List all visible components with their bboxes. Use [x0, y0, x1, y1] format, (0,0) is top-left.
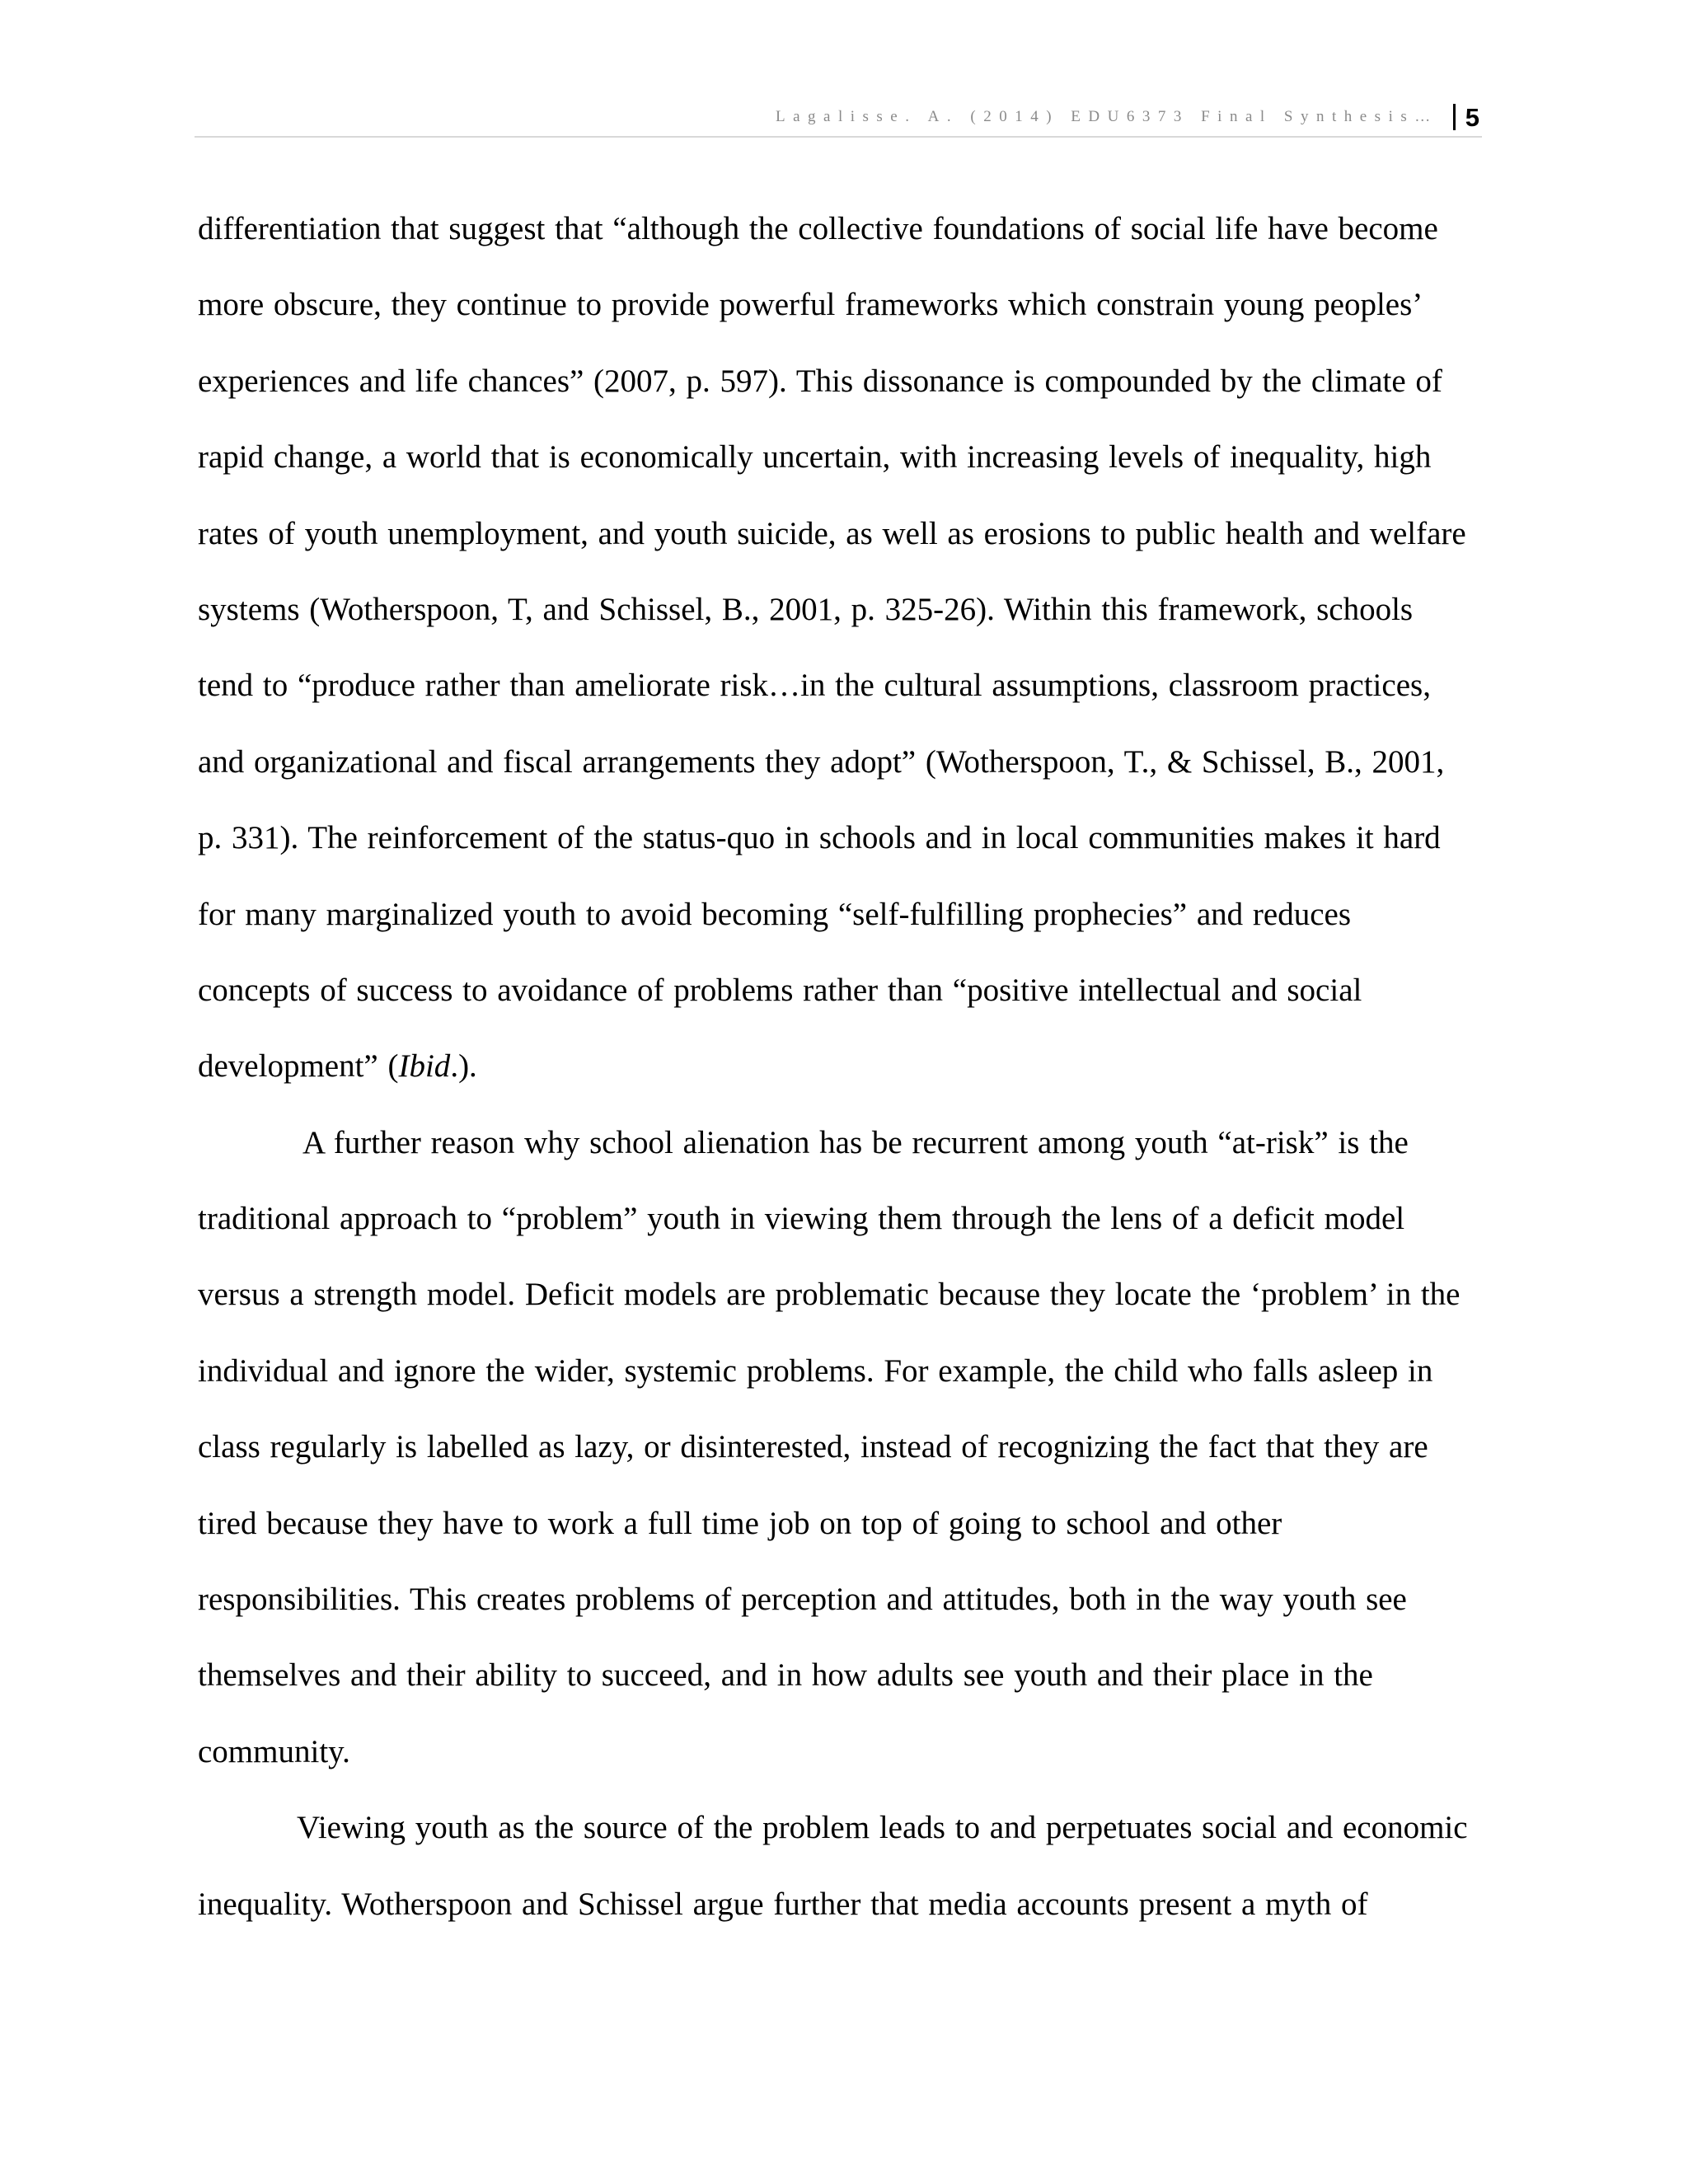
header-rule — [195, 136, 1482, 138]
paragraph-first-line: Viewing youth as the source of the problem leads to and perpetuates social and economic — [297, 1810, 1468, 1846]
text-line: tend to “produce rather than ameliorate risk…in the cultural assumptions, classroom practices, — [198, 668, 1431, 704]
page-number: 5 — [1465, 102, 1479, 132]
text-line: p. 331). The reinforcement of the status-quo in schools and in local communities makes it hard — [198, 820, 1441, 856]
citation-ibid: Ibid — [398, 1048, 451, 1085]
text-line: concepts of success to avoidance of problems rather than “positive intellectual and social — [198, 972, 1362, 1008]
body-text — [198, 191, 1475, 1943]
citation-close: .). — [450, 1048, 477, 1085]
text-line: class regularly is labelled as lazy, or disinterested, instead of recognizing the fact that they are — [198, 1429, 1428, 1465]
text-line: systems (Wotherspoon, T, and Schissel, B., 2001, p. 325-26). Within this framework, schools — [198, 591, 1414, 627]
text-line: inequality. Wotherspoon and Schissel argue further that media accounts present a myth of — [198, 1886, 1368, 1922]
text-line: rates of youth unemployment, and youth suicide, as well as erosions to public health and welfare — [198, 515, 1466, 551]
text-line: for many marginalized youth to avoid becoming “self-fulfilling prophecies” and reduces — [198, 896, 1351, 932]
paragraph-first-line: A further reason why school alienation has be recurrent among youth “at-risk” is the — [302, 1124, 1409, 1160]
text-line: tired because they have to work a full time job on top of going to school and other — [198, 1505, 1282, 1541]
text-line: individual and ignore the wider, systemic problems. For example, the child who falls asleep in — [198, 1352, 1433, 1389]
text-line: traditional approach to “problem” youth in viewing them through the lens of a deficit model — [198, 1201, 1405, 1237]
text-line: versus a strength model. Deficit models are problematic because they locate the ‘problem’ in the — [198, 1277, 1461, 1313]
page-header — [198, 97, 1479, 137]
text-line: responsibilities. This creates problems of perception and attitudes, both in the way youth see — [198, 1582, 1407, 1618]
citation-text: development” ( — [198, 1048, 399, 1085]
text-line: differentiation that suggest that “although the collective foundations of social life have become — [198, 211, 1438, 246]
running-title: Lagalisse. A. (2014) EDU6373 Final Synthesis… — [775, 108, 1438, 125]
text-line: themselves and their ability to succeed, and in how adults see youth and their place in the — [198, 1657, 1373, 1694]
text-line: and organizational and fiscal arrangements they adopt” (Wotherspoon, T., & Schissel, B., 2001, — [198, 743, 1445, 780]
header-separator — [1453, 104, 1456, 130]
text-line: rapid change, a world that is economically uncertain, with increasing levels of inequality, high — [198, 439, 1432, 476]
text-line: more obscure, they continue to provide powerful frameworks which constrain young peoples’ — [198, 287, 1423, 323]
text-line — [198, 1029, 1475, 1104]
text-line: community. — [198, 1733, 350, 1769]
text-line: experiences and life chances” (2007, p. 597). This dissonance is compounded by the climate of — [198, 363, 1442, 399]
